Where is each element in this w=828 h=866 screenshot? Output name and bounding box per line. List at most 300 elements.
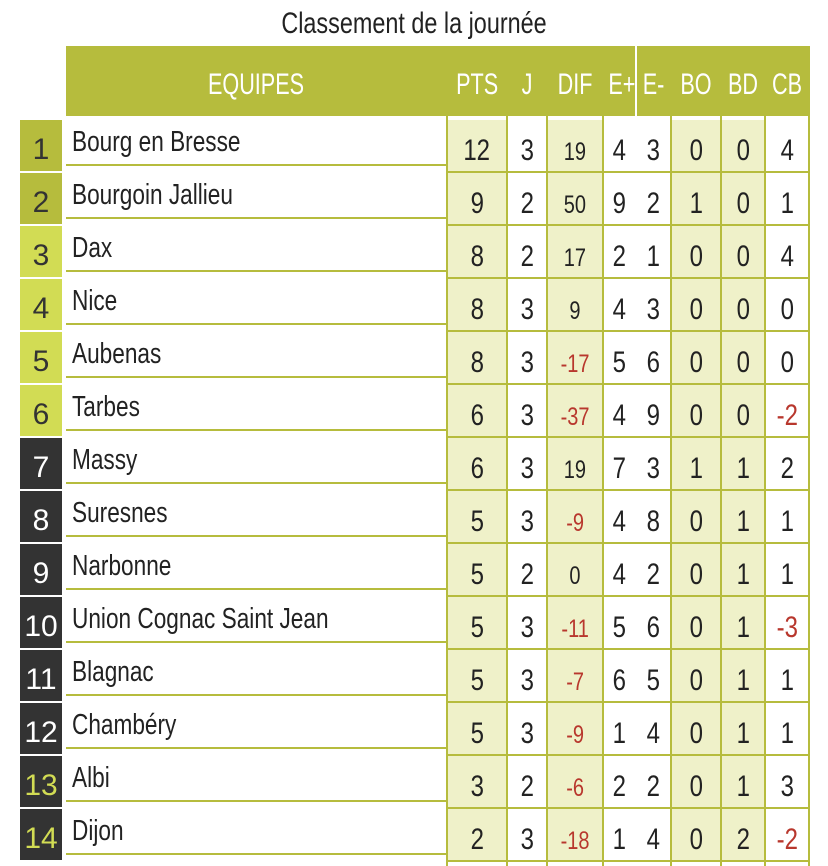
cell-bo — [672, 226, 720, 277]
team-name-label: Dax — [72, 232, 113, 264]
cell-cb — [766, 650, 808, 701]
cell-em — [637, 279, 670, 330]
cell-pts-value: 5 — [470, 717, 484, 750]
cell-cb — [766, 544, 808, 595]
team-name-label: Nice — [72, 285, 118, 317]
cell-ep-value: 5 — [612, 346, 627, 379]
cell-cb — [766, 120, 808, 171]
table-row — [0, 226, 828, 279]
cell-cb-value: 2 — [780, 452, 794, 485]
cell-j — [508, 332, 546, 383]
team-name — [66, 546, 446, 590]
cell-cb-value: -2 — [776, 823, 798, 856]
cell-dif-value: -7 — [566, 668, 584, 696]
cell-j-value: 3 — [520, 505, 534, 538]
cell-dif — [548, 120, 602, 171]
cell-pts-value: 2 — [470, 823, 484, 856]
cell-bo — [672, 438, 720, 489]
cell-em — [637, 544, 670, 595]
cell-bd-value: 1 — [736, 664, 750, 697]
cell-pts-value: 5 — [470, 664, 484, 697]
team-name-label: Bourg en Bresse — [72, 126, 241, 158]
table-row — [0, 650, 828, 703]
cell-em-value: 3 — [646, 134, 661, 167]
team-name-label: Bourgoin Jallieu — [72, 179, 233, 211]
cell-dif-value: 50 — [563, 191, 587, 219]
cell-pts — [448, 385, 506, 436]
team-name-label: Albi — [72, 762, 110, 794]
cell-em-value: 6 — [646, 611, 661, 644]
cell-bo — [672, 120, 720, 171]
cell-cb-value: 1 — [780, 664, 794, 697]
grid-line — [602, 46, 604, 866]
cell-em-value: 1 — [646, 240, 661, 273]
cell-bd-value: 0 — [736, 134, 750, 167]
cell-cb-value: -3 — [776, 611, 798, 644]
cell-dif-value: 17 — [563, 244, 587, 272]
cell-em — [637, 597, 670, 648]
cell-dif — [548, 491, 602, 542]
cell-em-value: 2 — [646, 187, 661, 220]
cell-pts — [448, 809, 506, 860]
cell-ep-value: 4 — [612, 558, 627, 591]
rank-badge: 3 — [20, 226, 62, 277]
cell-bo — [672, 756, 720, 807]
cell-bo-value: 0 — [689, 240, 703, 273]
cell-bd-value: 1 — [736, 717, 750, 750]
cell-dif-value: 0 — [569, 562, 581, 590]
cell-bo-value: 0 — [689, 717, 703, 750]
cell-j-value: 3 — [520, 293, 534, 326]
cell-cb-value: 0 — [780, 346, 794, 379]
cell-bd-value: 0 — [736, 346, 750, 379]
cell-pts — [448, 650, 506, 701]
cell-bo — [672, 544, 720, 595]
cell-em-value: 6 — [646, 346, 661, 379]
cell-pts — [448, 703, 506, 754]
table-title: Classement de la journée — [281, 7, 547, 40]
cell-j — [508, 279, 546, 330]
cell-dif-value: -9 — [566, 721, 584, 749]
header-bo-label: BO — [680, 68, 712, 101]
cell-bd-value: 0 — [736, 399, 750, 432]
cell-cb-value: 0 — [780, 293, 794, 326]
cell-ep — [604, 756, 635, 807]
table-row — [0, 279, 828, 332]
header-bo — [672, 46, 720, 116]
header-e-plus-label: E+ — [608, 68, 636, 101]
cell-dif-value: -6 — [566, 774, 584, 802]
cell-dif-value: -18 — [560, 827, 590, 855]
cell-cb — [766, 173, 808, 224]
cell-dif — [548, 226, 602, 277]
cell-cb-value: 3 — [780, 770, 794, 803]
team-name-label: Aubenas — [72, 338, 162, 370]
rank-badge: 1 — [20, 120, 62, 171]
header-e-plus — [604, 46, 635, 116]
cell-pts-value: 8 — [470, 293, 484, 326]
grid-line — [446, 46, 448, 866]
cell-ep-value: 1 — [612, 717, 627, 750]
cell-j — [508, 756, 546, 807]
cell-dif — [548, 597, 602, 648]
cell-bd-value: 0 — [736, 240, 750, 273]
cell-dif-value: -17 — [560, 350, 590, 378]
cell-bo — [672, 173, 720, 224]
cell-bo-value: 0 — [689, 134, 703, 167]
table-row — [0, 173, 828, 226]
cell-ep — [604, 385, 635, 436]
header-e-minus-label: E- — [642, 68, 665, 101]
table-row — [0, 491, 828, 544]
cell-j-value: 3 — [520, 346, 534, 379]
cell-pts-value: 6 — [470, 452, 484, 485]
team-name-label: Suresnes — [72, 497, 168, 529]
cell-ep — [604, 650, 635, 701]
grid-line — [506, 46, 508, 866]
cell-ep — [604, 332, 635, 383]
cell-bd — [722, 226, 764, 277]
cell-ep-value: 5 — [612, 611, 627, 644]
cell-cb — [766, 809, 808, 860]
header-bd — [722, 46, 764, 116]
cell-em — [637, 385, 670, 436]
cell-ep-value: 4 — [612, 399, 627, 432]
cell-pts-value: 8 — [470, 346, 484, 379]
cell-dif — [548, 279, 602, 330]
rank-badge: 7 — [20, 438, 62, 489]
cell-pts-value: 9 — [470, 187, 484, 220]
rank-badge: 13 — [20, 756, 62, 807]
cell-em-value: 8 — [646, 505, 661, 538]
cell-ep-value: 4 — [612, 134, 627, 167]
cell-bo-value: 0 — [689, 664, 703, 697]
cell-ep-value: 7 — [612, 452, 627, 485]
cell-pts — [448, 438, 506, 489]
cell-em-value: 3 — [646, 452, 661, 485]
cell-bo — [672, 332, 720, 383]
cell-cb — [766, 438, 808, 489]
cell-pts — [448, 491, 506, 542]
cell-bd — [722, 597, 764, 648]
cell-bo — [672, 491, 720, 542]
grid-line — [808, 46, 810, 866]
cell-j — [508, 809, 546, 860]
cell-cb-value: 4 — [780, 134, 794, 167]
cell-bo — [672, 809, 720, 860]
cell-pts-value: 5 — [470, 611, 484, 644]
header-equipes — [66, 46, 446, 116]
cell-ep — [604, 173, 635, 224]
cell-j-value: 2 — [520, 240, 534, 273]
cell-pts — [448, 332, 506, 383]
header-j — [508, 46, 546, 116]
cell-em-value: 5 — [646, 664, 661, 697]
cell-dif-value: 19 — [563, 138, 587, 166]
rank-badge: 11 — [20, 650, 62, 701]
team-name-label: Dijon — [72, 815, 124, 847]
cell-em — [637, 809, 670, 860]
cell-bd-value: 0 — [736, 293, 750, 326]
cell-pts-value: 6 — [470, 399, 484, 432]
header-pts-label: PTS — [456, 68, 499, 101]
cell-ep — [604, 491, 635, 542]
cell-j-value: 2 — [520, 187, 534, 220]
cell-bo — [672, 385, 720, 436]
rank-badge: 12 — [20, 703, 62, 754]
cell-dif — [548, 809, 602, 860]
cell-bd — [722, 756, 764, 807]
cell-cb-value: 1 — [780, 717, 794, 750]
cell-j-value: 2 — [520, 770, 534, 803]
cell-cb — [766, 226, 808, 277]
cell-pts-value: 5 — [470, 505, 484, 538]
team-name — [66, 228, 446, 272]
cell-bd — [722, 544, 764, 595]
cell-dif-value: -9 — [566, 509, 584, 537]
cell-ep — [604, 703, 635, 754]
rank-badge: 2 — [20, 173, 62, 224]
cell-bo — [672, 597, 720, 648]
row-separator — [446, 860, 810, 862]
team-name — [66, 334, 446, 378]
cell-j-value: 3 — [520, 452, 534, 485]
cell-bd-value: 1 — [736, 770, 750, 803]
cell-bd — [722, 438, 764, 489]
cell-bd — [722, 491, 764, 542]
cell-bo-value: 0 — [689, 346, 703, 379]
cell-bd — [722, 332, 764, 383]
rank-badge: 9 — [20, 544, 62, 595]
cell-j-value: 3 — [520, 611, 534, 644]
header-e-minus — [637, 46, 670, 116]
cell-ep-value: 9 — [612, 187, 627, 220]
cell-pts — [448, 756, 506, 807]
cell-dif — [548, 703, 602, 754]
cell-cb-value: 4 — [780, 240, 794, 273]
team-name-label: Union Cognac Saint Jean — [72, 603, 329, 635]
cell-j-value: 3 — [520, 823, 534, 856]
cell-bo-value: 0 — [689, 399, 703, 432]
team-name — [66, 811, 446, 855]
cell-pts — [448, 597, 506, 648]
cell-bd — [722, 173, 764, 224]
cell-bd-value: 1 — [736, 611, 750, 644]
cell-em — [637, 173, 670, 224]
cell-ep — [604, 279, 635, 330]
cell-j — [508, 226, 546, 277]
cell-cb — [766, 756, 808, 807]
cell-ep-value: 2 — [612, 770, 627, 803]
rank-badge: 5 — [20, 332, 62, 383]
cell-j-value: 3 — [520, 717, 534, 750]
cell-em — [637, 226, 670, 277]
cell-ep-value: 4 — [612, 293, 627, 326]
cell-cb — [766, 491, 808, 542]
cell-ep — [604, 120, 635, 171]
cell-cb — [766, 279, 808, 330]
cell-j-value: 3 — [520, 134, 534, 167]
cell-bd — [722, 809, 764, 860]
team-name-label: Tarbes — [72, 391, 140, 423]
cell-pts-value: 3 — [470, 770, 484, 803]
cell-bd — [722, 703, 764, 754]
cell-cb-value: 1 — [780, 187, 794, 220]
cell-dif — [548, 173, 602, 224]
cell-ep — [604, 597, 635, 648]
cell-cb — [766, 703, 808, 754]
cell-em — [637, 120, 670, 171]
cell-j — [508, 703, 546, 754]
table-row — [0, 385, 828, 438]
cell-bd-value: 1 — [736, 505, 750, 538]
header-cb — [766, 46, 808, 116]
cell-ep — [604, 544, 635, 595]
team-name — [66, 387, 446, 431]
table-row — [0, 120, 828, 173]
cell-bo-value: 0 — [689, 611, 703, 644]
team-name — [66, 705, 446, 749]
cell-dif — [548, 385, 602, 436]
cell-bo-value: 1 — [689, 187, 703, 220]
team-name — [66, 440, 446, 484]
cell-bo-value: 0 — [689, 823, 703, 856]
cell-em-value: 3 — [646, 293, 661, 326]
header-j-label: J — [521, 68, 533, 101]
cell-em-value: 4 — [646, 823, 661, 856]
cell-pts — [448, 279, 506, 330]
grid-line — [670, 46, 672, 866]
team-name — [66, 175, 446, 219]
cell-j — [508, 597, 546, 648]
cell-bd — [722, 120, 764, 171]
header-bd-label: BD — [727, 68, 759, 101]
team-name-label: Narbonne — [72, 550, 172, 582]
cell-dif — [548, 332, 602, 383]
cell-dif-value: -11 — [561, 615, 589, 643]
cell-em — [637, 703, 670, 754]
cell-j-value: 2 — [520, 558, 534, 591]
cell-j — [508, 650, 546, 701]
cell-bd-value: 0 — [736, 187, 750, 220]
cell-j — [508, 544, 546, 595]
cell-pts-value: 5 — [470, 558, 484, 591]
team-name — [66, 599, 446, 643]
grid-line — [546, 46, 548, 866]
header-dif — [548, 46, 602, 116]
rank-badge: 6 — [20, 385, 62, 436]
cell-j-value: 3 — [520, 664, 534, 697]
team-name-label: Chambéry — [72, 709, 177, 741]
cell-j — [508, 173, 546, 224]
header-dif-label: DIF — [557, 68, 593, 101]
cell-pts — [448, 173, 506, 224]
cell-pts — [448, 120, 506, 171]
cell-pts-value: 12 — [463, 134, 491, 167]
cell-em — [637, 650, 670, 701]
cell-em-value: 2 — [646, 558, 661, 591]
rank-badge: 8 — [20, 491, 62, 542]
cell-ep-value: 4 — [612, 505, 627, 538]
table-row — [0, 438, 828, 491]
cell-bo-value: 0 — [689, 770, 703, 803]
cell-j — [508, 385, 546, 436]
table-row — [0, 544, 828, 597]
table-row — [0, 756, 828, 809]
cell-bo — [672, 650, 720, 701]
team-name-label: Massy — [72, 444, 138, 476]
cell-bo-value: 0 — [689, 505, 703, 538]
cell-em — [637, 491, 670, 542]
cell-dif — [548, 544, 602, 595]
cell-dif-value: 9 — [569, 297, 581, 325]
cell-bo-value: 0 — [689, 558, 703, 591]
grid-line — [720, 46, 722, 866]
cell-j — [508, 120, 546, 171]
cell-bo — [672, 279, 720, 330]
cell-cb-value: 1 — [780, 558, 794, 591]
cell-bd — [722, 385, 764, 436]
rank-badge: 4 — [20, 279, 62, 330]
table-row — [0, 332, 828, 385]
cell-j — [508, 438, 546, 489]
cell-cb-value: -2 — [776, 399, 798, 432]
cell-em-value: 4 — [646, 717, 661, 750]
cell-j — [508, 491, 546, 542]
cell-dif — [548, 650, 602, 701]
cell-ep-value: 6 — [612, 664, 627, 697]
cell-pts — [448, 226, 506, 277]
cell-dif-value: 19 — [563, 456, 587, 484]
cell-dif-value: -37 — [560, 403, 590, 431]
cell-cb — [766, 385, 808, 436]
cell-cb — [766, 332, 808, 383]
cell-pts — [448, 544, 506, 595]
rank-badge: 10 — [20, 597, 62, 648]
cell-bd — [722, 279, 764, 330]
cell-bd-value: 1 — [736, 452, 750, 485]
cell-cb-value: 1 — [780, 505, 794, 538]
cell-ep-value: 1 — [612, 823, 627, 856]
team-name — [66, 281, 446, 325]
cell-em — [637, 332, 670, 383]
header-pts — [448, 46, 506, 116]
cell-ep — [604, 226, 635, 277]
cell-j-value: 3 — [520, 399, 534, 432]
team-name — [66, 758, 446, 802]
cell-bo — [672, 703, 720, 754]
cell-ep-value: 2 — [612, 240, 627, 273]
cell-em — [637, 756, 670, 807]
team-name — [66, 652, 446, 696]
cell-bd-value: 1 — [736, 558, 750, 591]
table-row — [0, 597, 828, 650]
cell-bo-value: 1 — [689, 452, 703, 485]
cell-em-value: 9 — [646, 399, 661, 432]
team-name — [66, 493, 446, 537]
cell-ep — [604, 809, 635, 860]
cell-dif — [548, 438, 602, 489]
table-row — [0, 809, 828, 862]
cell-pts-value: 8 — [470, 240, 484, 273]
team-name-label: Blagnac — [72, 656, 154, 688]
cell-em — [637, 438, 670, 489]
team-name — [66, 122, 446, 166]
cell-em-value: 2 — [646, 770, 661, 803]
cell-ep — [604, 438, 635, 489]
header-equipes-label: EQUIPES — [207, 68, 305, 101]
table-row — [0, 703, 828, 756]
